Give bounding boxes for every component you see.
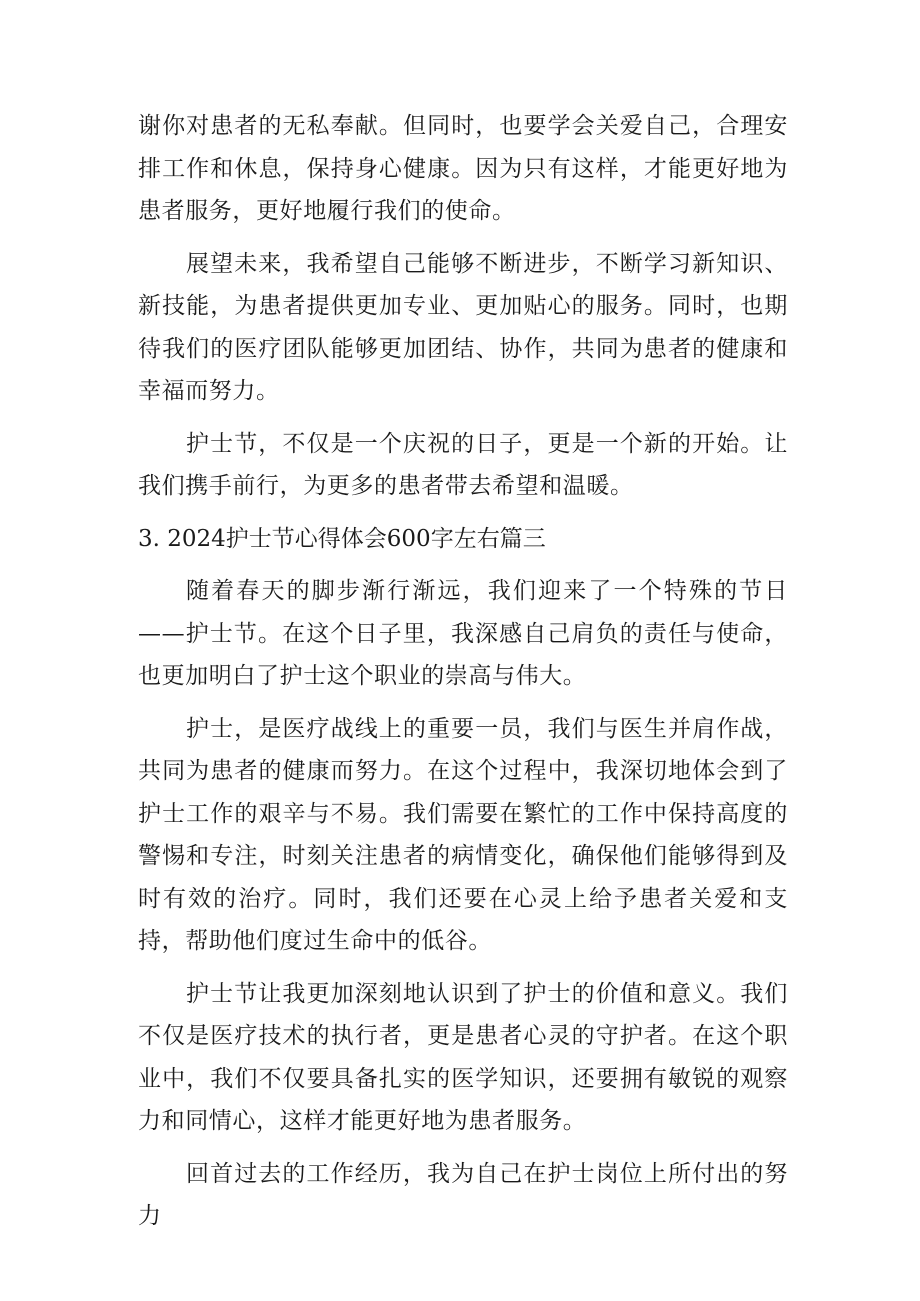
paragraph-nurse-value: 护士节让我更加深刻地认识到了护士的价值和意义。我们不仅是医疗技术的执行者，更是患者心灵的守护者。在这个职业中，我们不仅要具备扎实的医学知识，还要拥有敏锐的观察力和同情心，这样才能更好地为患者服务。	[138, 980, 788, 1134]
paragraph-continuation: 谢你对患者的无私奉献。但同时，也要学会关爱自己，合理安排工作和休息，保持身心健康。因为只有这样，才能更好地为患者服务，更好地履行我们的使命。	[138, 113, 788, 224]
paragraph-new-beginning: 护士节，不仅是一个庆祝的日子，更是一个新的开始。让我们携手前行，为更多的患者带去希望和温暖。	[138, 430, 788, 499]
document-body	[138, 105, 788, 1248]
paragraph-looking-back: 回首过去的工作经历，我为自己在护士岗位上所付出的努力	[138, 1160, 788, 1229]
paragraph-spring-intro: 随着春天的脚步渐行渐远，我们迎来了一个特殊的节日——护士节。在这个日子里，我深感自己肩负的责任与使命，也更加明白了护士这个职业的崇高与伟大。	[138, 578, 788, 689]
paragraph-future-outlook: 展望未来，我希望自己能够不断进步，不断学习新知识、新技能，为患者提供更加专业、更加贴心的服务。同时，也期待我们的医疗团队能够更加团结、协作，共同为患者的健康和幸福而努力。	[138, 250, 788, 404]
section-heading: 3. 2024护士节心得体会600字左右篇三	[138, 525, 546, 552]
paragraph-nurse-role: 护士，是医疗战线上的重要一员，我们与医生并肩作战，共同为患者的健康而努力。在这个过程中，我深切地体会到了护士工作的艰辛与不易。我们需要在繁忙的工作中保持高度的警惕和专注，时刻关注患者的病情变化，确保他们能够得到及时有效的治疗。同时，我们还要在心灵上给予患者关爱和支持，帮助他们度过生命中的低谷。	[138, 715, 788, 954]
